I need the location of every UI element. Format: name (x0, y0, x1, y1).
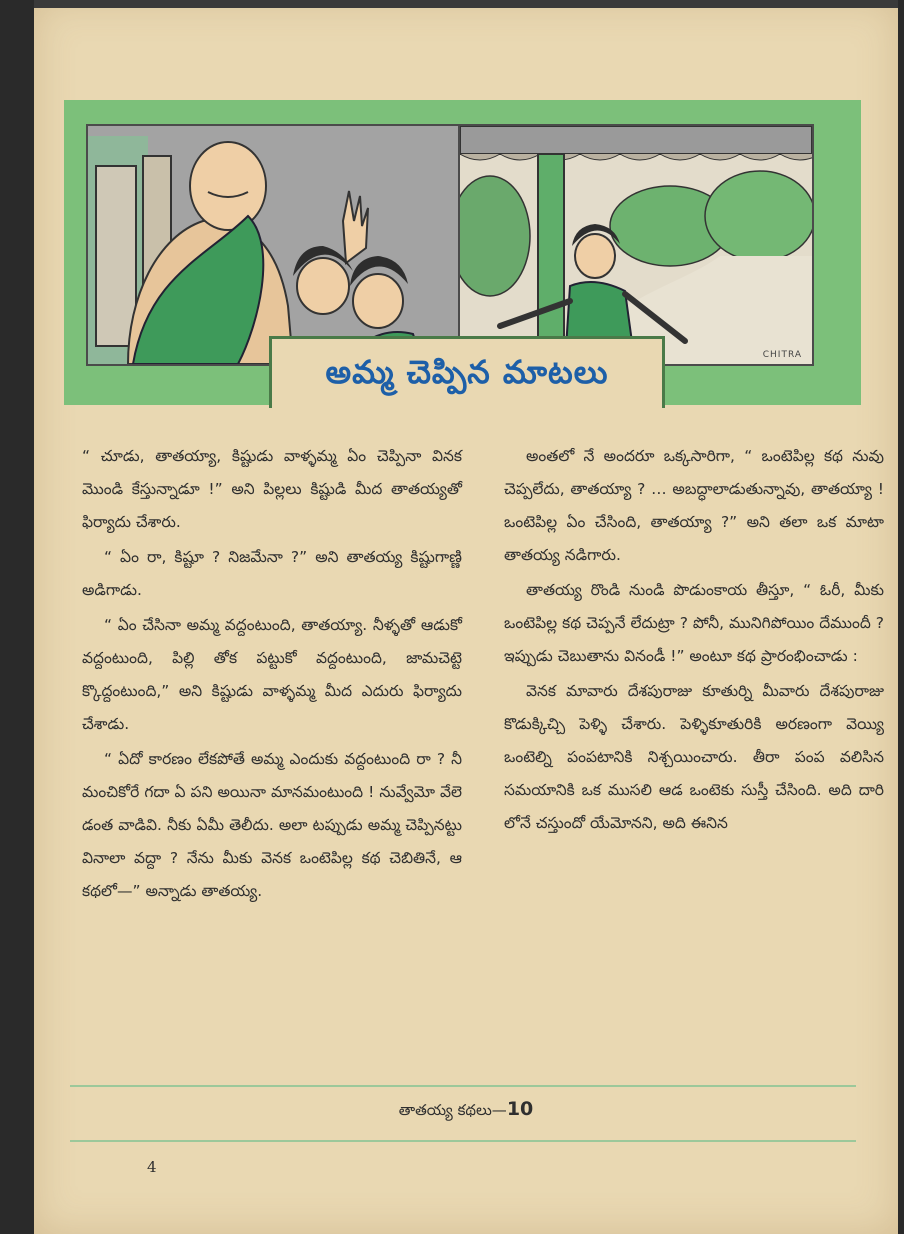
paragraph: “ చూడు, తాతయ్యా, కిష్టుడు వాళ్ళమ్మ ఏం చెప్పినా వినక మొండి కేస్తున్నాడూ !” అని పిల్లలు కిష్టుడి మీద తాతయ్యతో ఫిర్యాదు చేశారు. (82, 447, 462, 531)
illustration-grandfather-children (86, 124, 460, 366)
page-top-edge (34, 0, 898, 8)
series-footer (34, 1098, 898, 1123)
paragraph: “ ఏదో కారణం లేకపోతే అమ్మ ఎందుకు వద్దంటుంది రా ? నీ మంచికోరే గదా ఏ పని అయినా మానమంటుంది ! నువ్వేమో వేలె డంత వాడివి. నీకు ఏమీ తెలీదు. అలా టప్పుడు అమ్మ చెప్పినట్టు వినాలా వద్దా ? నేను మీకు వెనక ఒంటెపిల్ల కథ చెబితినే, ఆ కథలో—” అన్నాడు తాతయ్య. (82, 750, 462, 900)
garden-illustration (460, 126, 812, 364)
footer-rule-bottom (70, 1140, 856, 1142)
paragraph: తాతయ్య రొండి నుండి పొడుంకాయ తీస్తూ, “ ఓరీ, మీకు ఒంటెపిల్ల కథ చెప్పనే లేదుట్రా ? పోనీ, మునిగిపోయిం దేముందీ ? ఇప్పుడు చెబుతాను వినండీ !” అంటూ కథ ప్రారంభించాడు : (504, 581, 884, 665)
paragraph: వెనక మావారు దేశపురాజు కూతుర్ని మీవారు దేశపురాజు కొడుక్కిచ్చి పెళ్ళి చేశారు. పెళ్ళికూతురికి అరణంగా వెయ్యి ఒంటెల్ని పంపటానికి నిశ్చయించారు. తీరా పంప వలిసిన సమయానికి ఒక ముసలి ఆడ ఒంటెకు సుస్తీ చేసింది. అది దారి లోనే చస్తుందో యేమోనని, అది ఈనిన (504, 682, 884, 832)
paragraph: “ ఏం రా, కిష్టూ ? నిజమేనా ?” అని తాతయ్య కిష్టుగాణ్ణి అడిగాడు. (82, 548, 462, 599)
illustration-boy-running (458, 124, 814, 366)
artist-signature: CHITRA (762, 350, 802, 360)
story-title: అమ్మ చెప్పిన మాటలు (325, 353, 609, 391)
paragraph: అంతలో నే అందరూ ఒక్కసారిగా, “ ఒంటెపిల్ల కథ నువు చెప్పలేదు, తాతయ్యా ? … అబద్ధాలాడుతున్నావు, తాతయ్యా ! ఒంటెపిల్ల ఏం చేసింది, తాతయ్యా ?” అని తలా ఒక మాటా తాతయ్య నడిగారు. (504, 447, 884, 564)
story-title-plate (269, 336, 665, 408)
right-text-column (504, 440, 884, 842)
page-number: 4 (147, 1158, 157, 1176)
story-header-banner (64, 100, 861, 405)
magazine-page (34, 0, 898, 1234)
left-text-column (82, 440, 462, 910)
series-name: తాతయ్య కథలు— (398, 1101, 507, 1119)
paragraph: “ ఏం చేసినా అమ్మ వద్దంటుంది, తాతయ్యా. నీళ్ళతో ఆడుకో వద్దంటుంది, పిల్లి తోక పట్టుకో వద్దంటుంది, జామచెట్టె క్కొద్దంటుంది,” అని కిష్టుడు వాళ్ళమ్మ మీద ఎదురు ఫిర్యాదు చేశాడు. (82, 616, 462, 733)
footer-rule-top (70, 1085, 856, 1087)
series-number: 10 (506, 1098, 534, 1120)
grandfather-illustration (88, 126, 458, 364)
